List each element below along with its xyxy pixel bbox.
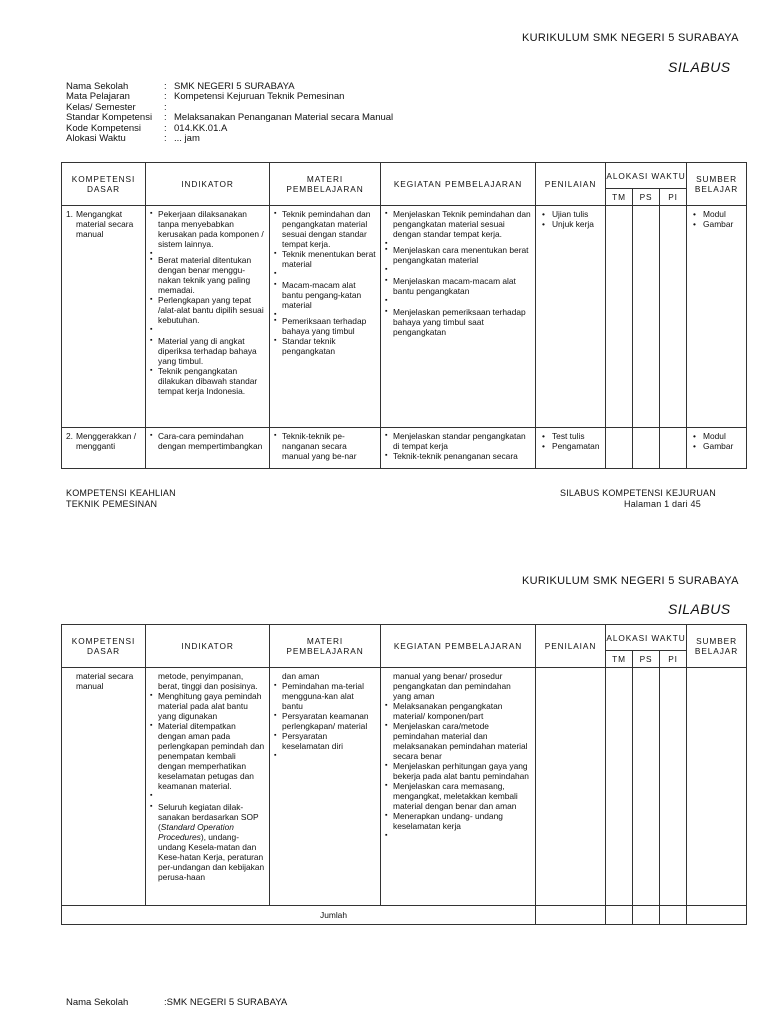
info-row: Alokasi Waktu : ... jam <box>66 133 200 145</box>
list-item: ▪ Macam-macam alat bantu pengang-katan material <box>274 280 376 310</box>
header-kegiatan: KEGIATAN PEMBELAJARAN <box>381 625 536 668</box>
list-item <box>274 751 376 761</box>
info-row: Nama Sekolah : SMK NEGERI 5 SURABAYA <box>66 81 295 92</box>
info-row: Mata Pelajaran : Kompetensi Kejuruan Teknik Pemesinan <box>66 91 345 103</box>
list-item: • Ujian tulis <box>540 209 601 219</box>
list-item: ▪ Menjelaskan cara menentukan berat pengangkatan material <box>385 245 531 265</box>
header-kegiatan: KEGIATAN PEMBELAJARAN <box>381 163 536 206</box>
info-row: Standar Kompetensi : Melaksanakan Penanganan Material secara Manual <box>66 112 394 124</box>
list-item: ▪ Persyaratan keamanan perlengkapan/ material <box>274 711 376 731</box>
header-sumber: SUMBER BELAJAR <box>687 163 747 206</box>
header-penilaian: PENILAIAN <box>536 163 606 206</box>
list-item: ▪ Teknik-teknik penanganan secara <box>385 451 531 461</box>
header-sumber: SUMBER BELAJAR <box>687 625 747 668</box>
list-item: ▪ Berat material ditentukan dengan benar menggu-nakan teknik yang paling memadai. <box>150 255 265 295</box>
kd-number: 2. <box>66 431 73 441</box>
kd-text: Mengangkat material secara manual <box>76 209 134 239</box>
list-item: • Test tulis <box>540 431 601 441</box>
list-item: • Unjuk kerja <box>540 219 601 229</box>
footer-right: SILABUS KOMPETENSI KEJURUAN Halaman 1 dari 45 <box>560 488 726 509</box>
header-tm: TM <box>606 651 633 668</box>
header-tm: TM <box>606 189 633 206</box>
list-item: ▪ Teknik-teknik pe-nanganan secara manual yang be-nar <box>274 431 376 461</box>
header-pi: PI <box>660 189 687 206</box>
kd-text: material secara manual <box>76 671 134 691</box>
list-item: ▪ Material yang di angkat diperiksa terhadap bahaya yang timbul. <box>150 336 265 366</box>
footer-left: KOMPETENSI KEAHLIAN TEKNIK PEMESINAN <box>66 488 176 509</box>
header-indikator: INDIKATOR <box>146 625 270 668</box>
list-item: • Pengamatan <box>540 441 601 451</box>
list-item: ▪ Teknik menentukan berat material <box>274 249 376 269</box>
header-kompetensi-dasar: KOMPETENSI DASAR <box>62 163 146 206</box>
silabus-title: SILABUS <box>668 59 731 75</box>
header-alokasi: ALOKASI WAKTU <box>606 163 687 189</box>
list-item: ▪ Teknik pengangkatan dilakukan dibawah standar tempat kerja Indonesia. <box>150 366 265 396</box>
list-item: ▪ Menjelaskan cara/metode pemindahan material dan melaksanakan pemindahan material secara benar <box>385 721 531 761</box>
list-item: • Modul <box>691 431 742 441</box>
list-item: ▪ Menjelaskan standar pengangkatan di tempat kerja <box>385 431 531 451</box>
info-row: Kelas/ Semester : <box>66 101 167 113</box>
school-info <box>66 82 393 144</box>
page3-school-info: Nama Sekolah : SMK NEGERI 5 SURABAYA <box>66 997 288 1008</box>
list-item: ▪ Pemeriksaan terhadap bahaya yang timbul <box>274 316 376 336</box>
list-item: ▪ Standar teknik pengangkatan <box>274 336 376 356</box>
header-alokasi: ALOKASI WAKTU <box>606 625 687 651</box>
list-item: ▪ Menghitung gaya pemindah material pada alat bantu yang digunakan <box>150 691 265 721</box>
list-item: ▪ Cara-cara pemindahan dengan mempertimbangkan <box>150 431 265 451</box>
table-row <box>62 206 747 428</box>
list-item: ▪ Perlengkapan yang tepat /alat-alat bantu dipilih sesuai kebutuhan. <box>150 295 265 325</box>
header-penilaian: PENILAIAN <box>536 625 606 668</box>
list-item: ▪ Menerapkan undang- undang keselamatan kerja <box>385 811 531 831</box>
kd-number: 1. <box>66 209 73 219</box>
list-item: ▪ Menjelaskan cara memasang, mengangkat, meletakkan kembali material dengan benar dan aman <box>385 781 531 811</box>
header-ps: PS <box>633 189 660 206</box>
list-item: ▪ Persyaratan keselamatan diri <box>274 731 376 751</box>
page-number: Halaman 1 dari 45 <box>624 498 701 509</box>
header-materi: MATERI PEMBELAJARAN <box>270 625 381 668</box>
list-item-sop: ▪ Seluruh kegiatan dilak-sanakan berdasarkan SOP (Standard Operation Procedures), undang-undang Kesela-matan dan Kese-hatan Kerja, peraturan per-undangan dan kebijakan perusa-haan <box>150 802 265 882</box>
syllabus-table-continued <box>61 624 747 925</box>
list-item: ▪ Melaksanakan pengangkatan material/ komponen/part <box>385 701 531 721</box>
kegiatan-continued: manual yang benar/ prosedur pengangkatan dan pemindahan yang aman <box>393 671 511 701</box>
materi-continued: dan aman <box>282 671 320 681</box>
header-ps: PS <box>633 651 660 668</box>
info-row: Kode Kompetensi : 014.KK.01.A <box>66 122 228 134</box>
list-item: • Modul <box>691 209 742 219</box>
list-item: • Gambar <box>691 219 742 229</box>
list-item: ▪ Menjelaskan pemeriksaan terhadap bahaya yang timbul saat pengangkatan <box>385 307 531 337</box>
list-item: ▪ Pemindahan ma-terial mengguna-kan alat bantu <box>274 681 376 711</box>
table-row <box>62 428 747 469</box>
header-kompetensi-dasar: KOMPETENSI DASAR <box>62 625 146 668</box>
curriculum-header-2: KURIKULUM SMK NEGERI 5 SURABAYA <box>522 575 739 587</box>
curriculum-header: KURIKULUM SMK NEGERI 5 SURABAYA <box>522 32 739 44</box>
list-item: ▪ Pekerjaan dilaksanakan tanpa menyebabkan kerusakan pada komponen / sistem lainnya. <box>150 209 265 249</box>
silabus-title-2: SILABUS <box>668 601 731 617</box>
list-item: • Gambar <box>691 441 742 451</box>
indikator-continued: metode, penyimpanan, berat, tinggi dan posisinya. <box>158 671 258 691</box>
header-materi: MATERI PEMBELAJARAN <box>270 163 381 206</box>
list-item: ▪ Menjelaskan perhitungan gaya yang bekerja pada alat bantu pemindahan <box>385 761 531 781</box>
header-indikator: INDIKATOR <box>146 163 270 206</box>
syllabus-table <box>61 162 747 469</box>
list-item <box>385 831 531 841</box>
kd-text: Menggerakkan / mengganti <box>76 431 137 451</box>
list-item: ▪ Teknik pemindahan dan pengangkatan material sesuai dengan standar tempat kerja. <box>274 209 376 249</box>
header-pi: PI <box>660 651 687 668</box>
table-row <box>62 668 747 906</box>
list-item: ▪ Menjelaskan macam-macam alat bantu pengangkatan <box>385 276 531 296</box>
list-item: ▪ Material ditempatkan dengan aman pada perlengkapan pemindah dan penempatan kembali dengan memperhatikan keselamatan petugas dan keamanan material. <box>150 721 265 791</box>
list-item: ▪ Menjelaskan Teknik pemindahan dan pengangkatan material sesuai dengan standar tempat kerja. <box>385 209 531 239</box>
jumlah-label: Jumlah <box>320 910 347 920</box>
jumlah-row <box>62 906 747 925</box>
